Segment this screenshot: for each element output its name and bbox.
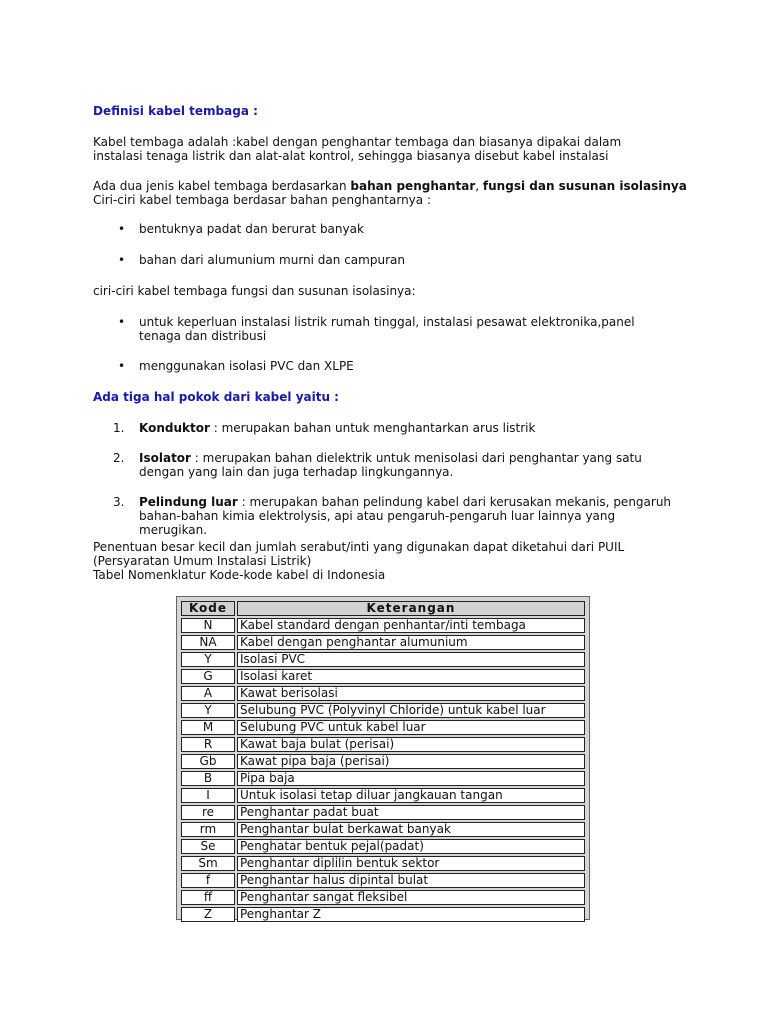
paragraph-jenis-line2: Ciri-ciri kabel tembaga berdasar bahan penghantarnya : [93,193,431,207]
cell-kode: Gb [181,754,235,769]
item-number: 2. [113,451,125,465]
table-header-row [181,601,585,616]
paragraph-jenis-bold1: bahan penghantar [350,179,476,193]
paragraph-puil-line1: Penentuan besar kecil dan jumlah serabut/inti yang digunakan dapat diketahui dari PUIL [93,540,625,554]
cell-kode: I [181,788,235,803]
table-row [181,669,585,684]
cell-keterangan: Kabel dengan penghantar alumunium [237,635,585,650]
paragraph-jenis-lead: Ada dua jenis kabel tembaga berdasarkan [93,179,351,193]
list-item-text: menggunakan isolasi PVC dan XLPE [139,359,354,373]
cell-kode: re [181,805,235,820]
cell-kode: M [181,720,235,735]
item-text: : merupakan bahan dielektrik untuk menisolasi dari penghantar yang satu dengan yang lain dan juga terhadap lingkungannya. [139,451,642,479]
cell-kode: NA [181,635,235,650]
cell-kode: Sm [181,856,235,871]
cell-kode: B [181,771,235,786]
bullet-icon: • [118,359,126,373]
cell-kode: Z [181,907,235,922]
item-text: : merupakan bahan pelindung kabel dari kerusakan mekanis, pengaruh bahan-bahan kimia elektrolysis, api atau pengaruh-pengaruh luar lainnya yang merugikan. [139,495,672,537]
paragraph-puil [93,540,713,582]
item-term: Pelindung luar [139,495,238,509]
item-number: 1. [113,421,125,435]
cell-kode: R [181,737,235,752]
list-item-text: untuk keperluan instalasi listrik rumah tinggal, instalasi pesawat elektronika,panel tenaga dan distribusi [139,315,635,343]
nomenclature-table-frame [176,596,590,920]
cell-kode: G [181,669,235,684]
bullet-icon: • [118,315,126,329]
table-row [181,805,585,820]
item-text: : merupakan bahan untuk menghantarkan arus listrik [209,421,536,435]
nomenclature-table [179,599,587,924]
cell-keterangan: Pipa baja [237,771,585,786]
paragraph-ciri: ciri-ciri kabel tembaga fungsi dan susunan isolasinya: [93,284,416,298]
cell-kode: Se [181,839,235,854]
paragraph-definisi: Kabel tembaga adalah :kabel dengan penghantar tembaga dan biasanya dipakai dalam instalasi tenaga listrik dan alat-alat kontrol, sehingga biasanya disebut kabel instalasi [93,135,622,163]
cell-keterangan: Isolasi PVC [237,652,585,667]
table-row [181,635,585,650]
table-row [181,839,585,854]
table-row [181,737,585,752]
cell-kode: f [181,873,235,888]
table-row [181,788,585,803]
table-row [181,873,585,888]
cell-keterangan: Isolasi karet [237,669,585,684]
cell-keterangan: Selubung PVC untuk kabel luar [237,720,585,735]
cell-kode: N [181,618,235,633]
bullet-icon: • [118,253,126,267]
cell-kode: A [181,686,235,701]
cell-keterangan: Penghantar padat buat [237,805,585,820]
item-number: 3. [113,495,125,509]
cell-keterangan: Selubung PVC (Polyvinyl Chloride) untuk kabel luar [237,703,585,718]
cell-keterangan: Penghantar diplilin bentuk sektor [237,856,585,871]
table-row [181,652,585,667]
table-row [181,754,585,769]
table-row [181,771,585,786]
table-row [181,618,585,633]
cell-keterangan: Untuk isolasi tetap diluar jangkauan tangan [237,788,585,803]
cell-keterangan: Penghantar sangat fleksibel [237,890,585,905]
column-header-kode: Kode [181,601,235,616]
table-row [181,686,585,701]
table-row [181,822,585,837]
table-row [181,703,585,718]
cell-keterangan: Penghantar halus dipintal bulat [237,873,585,888]
table-row [181,890,585,905]
paragraph-puil-line2: (Persyaratan Umum Instalasi Listrik) [93,554,312,568]
paragraph-jenis-bold2: fungsi dan susunan isolasinya [482,179,687,193]
cell-kode: Y [181,703,235,718]
table-body [181,618,585,922]
table-row [181,856,585,871]
heading-definisi: Definisi kabel tembaga : [93,104,258,118]
table-row [181,907,585,922]
item-term: Isolator [139,451,191,465]
item-term: Konduktor [139,421,210,435]
cell-keterangan: Penghantar bulat berkawat banyak [237,822,585,837]
cell-kode: ff [181,890,235,905]
cell-keterangan: Kawat berisolasi [237,686,585,701]
heading-tiga-hal: Ada tiga hal pokok dari kabel yaitu : [93,390,339,404]
list-item-text: bahan dari alumunium murni dan campuran [139,253,405,267]
cell-keterangan: Kawat pipa baja (perisai) [237,754,585,769]
cell-kode: rm [181,822,235,837]
paragraph-puil-line3: Tabel Nomenklatur Kode-kode kabel di Indonesia [93,568,386,582]
paragraph-jenis [93,179,713,207]
cell-keterangan: Penghantar Z [237,907,585,922]
cell-keterangan: Kabel standard dengan penhantar/inti tembaga [237,618,585,633]
cell-keterangan: Penghatar bentuk pejal(padat) [237,839,585,854]
paragraph-jenis-sep: , [475,179,483,193]
bullet-icon: • [118,222,126,236]
column-header-keterangan: Keterangan [237,601,585,616]
cell-kode: Y [181,652,235,667]
cell-keterangan: Kawat baja bulat (perisai) [237,737,585,752]
list-item-text: bentuknya padat dan berurat banyak [139,222,364,236]
table-row [181,720,585,735]
